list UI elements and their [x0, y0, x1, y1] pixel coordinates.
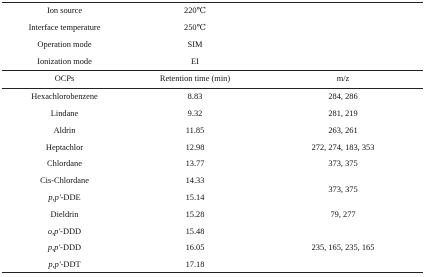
isomer-prefix: p,p'	[48, 192, 61, 202]
ocp-suffix: -DDD	[60, 243, 82, 253]
gcms-conditions-table	[2, 2, 423, 273]
ocp-suffix: -DDD	[60, 226, 82, 236]
retention-time: 16.05	[185, 243, 205, 253]
ocp-name	[2, 223, 127, 240]
retention-time: 14.33	[185, 176, 205, 186]
table-row	[2, 156, 423, 173]
mz-value-merged: 235, 165, 235, 165	[311, 243, 375, 253]
setting-label: Operation mode	[37, 39, 92, 49]
retention-time: 17.18	[185, 260, 205, 270]
table-row	[2, 173, 423, 190]
mz-value: 281, 219	[328, 108, 358, 118]
table-row	[2, 123, 423, 140]
setting-label: Interface temperature	[28, 22, 101, 32]
isomer-prefix: p,p'	[47, 243, 61, 253]
settings-row	[2, 37, 423, 54]
ocp-suffix: -DDT	[60, 260, 81, 270]
ocp-name: Aldrin	[53, 125, 76, 135]
setting-value: EI	[191, 56, 199, 66]
retention-time: 15.28	[185, 209, 205, 219]
isomer-prefix: p,p'	[48, 260, 61, 270]
setting-label: Ion source	[46, 6, 83, 16]
retention-time: 15.14	[185, 192, 205, 202]
setting-value: SIM	[187, 39, 203, 49]
retention-time: 13.77	[185, 159, 205, 169]
table-row	[2, 139, 423, 156]
ocp-name: Heptachlor	[45, 142, 84, 152]
retention-time: 12.98	[185, 142, 205, 152]
mz-value: 284, 286	[328, 92, 358, 102]
setting-value: 220℃	[184, 6, 206, 16]
mz-value: 373, 375	[328, 159, 358, 169]
ocp-name: Chlordane	[47, 159, 82, 169]
ocp-table	[2, 3, 423, 274]
table-row	[2, 223, 423, 240]
ocp-name	[2, 190, 127, 207]
table-row	[2, 106, 423, 123]
ocp-name: Cis-Chlordane	[40, 176, 89, 186]
ocp-name: Dieldrin	[50, 209, 79, 219]
retention-time: 15.48	[185, 226, 205, 236]
header-retention-time: Retention time (min)	[127, 71, 263, 89]
retention-time: 11.85	[185, 125, 205, 135]
mz-value: 272, 274, 183, 353	[311, 142, 375, 152]
settings-row	[2, 20, 423, 37]
table-row	[2, 207, 423, 224]
retention-time: 8.83	[187, 92, 203, 102]
header-ocps: OCPs	[2, 71, 127, 89]
setting-label: Ionization mode	[37, 56, 92, 66]
retention-time: 9.32	[187, 108, 203, 118]
table-header-row	[2, 71, 423, 89]
table-row	[2, 88, 423, 105]
mz-value: 79, 277	[330, 209, 356, 219]
settings-row	[2, 3, 423, 20]
ocp-suffix: -DDE	[60, 192, 81, 202]
settings-row	[2, 53, 423, 70]
mz-value: 263, 261	[328, 125, 358, 135]
ocp-name: Hexachlorobenzene	[31, 92, 98, 102]
header-mz: m/z	[263, 71, 423, 89]
ocp-name	[2, 257, 127, 274]
isomer-prefix: o,p'	[47, 226, 61, 236]
setting-value: 250℃	[184, 22, 206, 32]
ocp-name: Lindane	[50, 108, 79, 118]
ocp-name	[2, 240, 127, 257]
mz-value-merged: 373, 375	[328, 184, 358, 194]
